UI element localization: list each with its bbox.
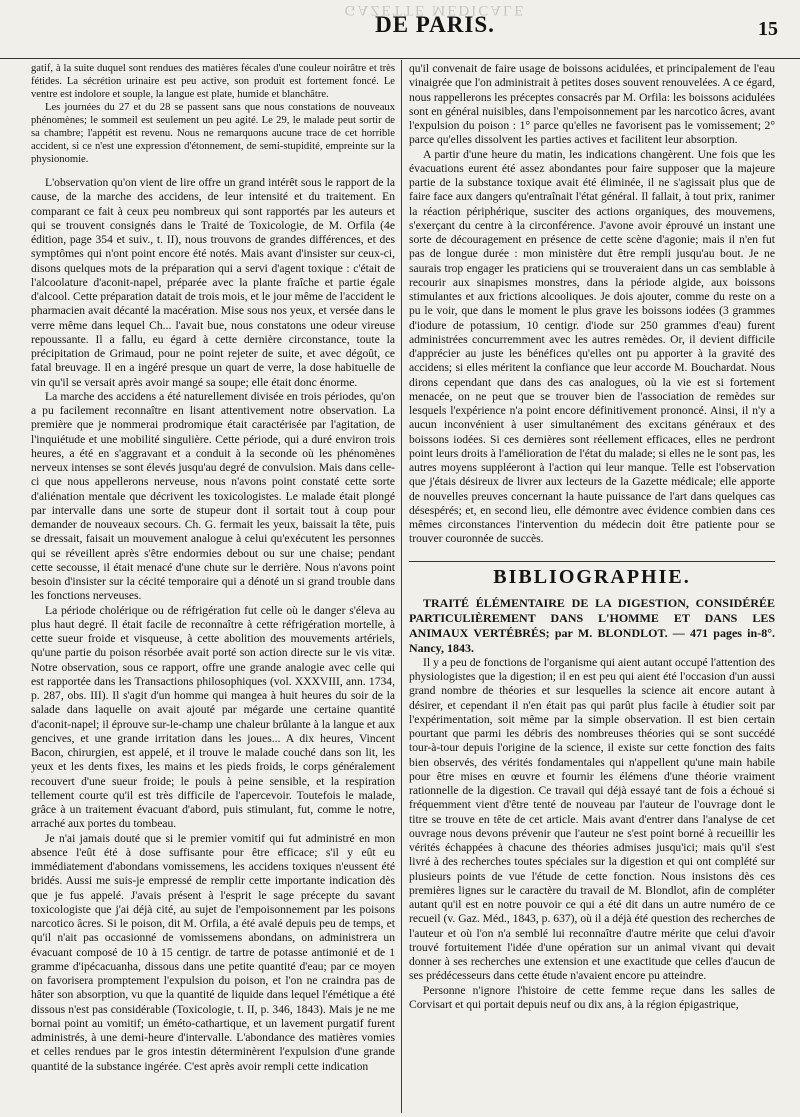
paragraph: Les journées du 27 et du 28 se passent sans que nous constations de nouveaux phénomènes; le sommeil est seulement un peu agité. Le 29, le malade peut sortir de sa chambre; l'appétit est revenu. Nous ne remarquons aucune trace de cet horrible accident, si ce n'est une expression d'étonnement, de semi-stupidité, empreinte sur la physionomie. [31,102,395,165]
page-number: 15 [758,18,778,40]
running-title: DE PARIS. [375,12,495,37]
left-column [31,62,395,1111]
paragraph: Il y a peu de fonctions de l'organisme qui aient autant occupé l'attention des physiologistes que la digestion; il en est peu qui aient été l'occasion d'un aussi grand nombre de théories et sur lesquelles la science ait encore autant à désirer, et cependant il n'en était pas qui parût plus facile à étudier soit par l'expérimentation, soit même par la simple observation. Il est bien certain pourtant que parmi les débris des nombreuses théories qui se sont succédé tour-à-tour depuis l'origine de la science, il existe sur cette fonction des faits bien observés, des vérités fondamentales qui n'appellent qu'une main habile pour être mises en œuvre et fournir les élémens d'une théorie vraiment rationnelle de la digestion. Ce travail qui déjà essayé tant de fois a échoué si fréquemment vient d'être tenté de nouveau par l'auteur de l'ouvrage dont le titre se trouve en tête de cet article. Mais avant d'entrer dans l'analyse de cet ouvrage nous devons prévenir que l'auteur ne s'est point borné à recueillir les vérités échappées à chacune des théories admises jusqu'ici; mais qu'il s'est livré à des recherches toutes spéciales sur la digestion et qui ont complété sur plusieurs points de vue l'étude de cette fonction. Nous insistons dès ces premières lignes sur le caractère du travail de M. Blondlot, afin de compléter autant qu'il est en notre pouvoir ce qui a été dit dans un autre numéro de ce recueil (v. Gaz. Méd., 1843, p. 637), où il a déjà été question des recherches de l'auteur et où l'on n'a semblé lui reconnaître d'autre mérite que celui d'avoir trouvé fortuitement l'idée d'une opération sur un animal vivant qui devait donner à ses recherches une extension et une exactitude que celles d'aucun de ses prédécesseurs dans cette étude n'avaient encore pu atteindre. [409,655,775,983]
paragraph: qu'il convenait de faire usage de boissons acidulées, et principalement de l'eau vinaigrée que l'on administrait à petites doses souvent renouvelées. A ce égard, nous rappellerons les préceptes consacrés par M. Orfila: les boissons acidulées sont en général nuisibles, dans l'empoisonnement par les narcotico âcres, avant l'expulsion du poison : 1° parce qu'elles ne favorisent pas le vomissement; 2° parce qu'elles dissolvent les parties actives et facilitent leur absorption. [409,62,775,147]
paragraph: Personne n'ignore l'histoire de cette femme reçue dans les salles de Corvisart et qui portait depuis neuf ou dix ans, à la région épigastrique, [409,983,775,1011]
right-column [409,62,775,1111]
section-title: BIBLIOGRAPHIE. [493,565,691,588]
paragraph: A partir d'une heure du matin, les indications changèrent. Une fois que les évacuations eurent été assez abondantes pour faire supposer que la majeure partie de la substance toxique avait été éliminée, il ne s'agissait plus que de faire face aux dangers qu'entraînait l'état général. Il fallait, à tout prix, ranimer la réaction périphérique, susciter des actions organiques, des mouvemens, s'exerçant du centre à la circonférence. J'avone avoir éprouvé un instant une sorte de découragement en présence de cette scène d'agonie; mais il n'en fut pas de longue durée : mon ministère dut être rempli jusqu'au bout. Je ne saurais trop engager les praticiens qui se trouveraient dans un cas semblable à recourir aux sinapismes monstres, dans la période algide, aux boissons stimulantes et aux frictions alcooliques. Je dois ajouter, comme du reste on a pu le voir, que dans le moment le plus grave les boissons iodées (3 grammes d'iodure de potassium, 10 centigr. d'iode sur 250 grammes d'eau) furent administrées concurremment avec les autres remèdes. Or, il devient difficile d'apprécier au juste les bénéfices qu'elles ont pu apporter à la gravité des accidens; si elles méritent la confiance que leur accorde M. Bouchardat. Nous dirons cependant que dans des cas analogues, où la vie est si fortement menacée, on ne peut que se trouver bien de l'association de remèdes sur lesquels l'expérience n'a point encore définitivement prononcé. Ainsi, il n'y a aucun inconvénient à user simultanément des excitans généraux et des boissons iodées. Si ces dernières sont réellement efficaces, elles ne perdront point leurs droits à l'amélioration de l'état du malade; si elles ne le sont pas, les autres moyens suppléeront à l'action qui leur manque. Telle est l'observation que j'étais désireux de livrer aux lecteurs de la Gazette médicale; elle apporte de nouvelles preuves concernant la haute puissance de l'art dans quelques cas désespérés; et, en second lieu, elle démontre avec évidence combien dans ces mêmes circonstances l'intervention du médecin doit être patiente pour se trouver couronnée de succès. [409,147,775,546]
paragraph: L'observation qu'on vient de lire offre un grand intérêt sous le rapport de la cause, de la marche des accidens, de leur intensité et du traitement. En comparant ce fait à ceux peu nombreux qui sont rapportés par les auteurs et qui se trouvent consignés dans le Traité de Toxicologie, de M. Orfila (4e édition, page 354 et suiv., t. II), nous trouvons de grandes différences, et des symptômes qui n'ont point encore été notés. Mais avant d'insister sur ceux-ci, disons quelques mots de la préparation qui a servi d'agent toxique : c'était de l'alcoolature d'aconit-napel, préparée avec la plante fraîche et partie égale d'alcool. Cette préparation datait de trois mois, et le jour même de l'accident le pharmacien avait décanté la macération. Mise sous nos yeux, et versée dans le verre même dans lequel Ch... l'avait bue, nous constatons une odeur vireuse repoussante. Il a fallu, eu égard à cette dernière circonstance, toute la précipitation de Grimaud, pour ne point rejeter de suite, et avec dégoût, ce fatal breuvage. Il en a ingéré presque un quart de verre, la dose habituelle de vin qu'il se versait après avoir mangé sa soupe; elle était donc énorme. [31,176,395,389]
section-rule [409,561,775,562]
paragraph: La marche des accidens a été naturellement divisée en trois périodes, qu'on a pu facilement reconnaître en lisant attentivement notre observation. La première que je nommerai prodromique était caractérisée par l'agitation, de l'inquiétude et une mobilité singulière. Cette période, qui a duré environ trois heures, a été en s'aggravant et a conduit à la seconde où les phénomènes nerveux intenses se sont élevés jusqu'au degré de convulsion. Mais dans celle-ci que nous appellerons nerveuse, nous n'avons point constaté cette sorte d'aliénation mentale que décrivent les toxicologistes. Le malade était plongé par intervalle dans une sorte de stupeur dont il sortait tout à coup pour demander de nouveaux secours. Ch. G. fermait les yeux, baissait la tête, puis se dressait, faisait un mouvement analogue à celui qu'exécutent les personnes qui se réveillent après s'être endormies debout ou sur une chaise; pendant cette secousse, il était menacé d'une chute sur le derrière. Nous n'avons point besoin d'insister sur la cécité temporaire qui a dénoté un si grand trouble dans les fonctions nerveuses. [31,389,395,603]
page-header [0,0,800,59]
paragraph: gatif, à la suite duquel sont rendues des matières fécales d'une couleur noirâtre et très fétides. La sécrétion urinaire est peu active, son produit est fortement foncé. Le ventre est indolore et souple, la langue est plate, humide et blanchâtre. [31,63,395,100]
paragraph: La période cholérique ou de réfrigération fut celle où le danger s'éleva au plus haut degré. Il était facile de reconnaître à cette réfrigération mortelle, à cette sueur froide et visqueuse, à cette abolition des mouvements artériels, qu'une partie du poison résorbée avait porté son action directe sur le vis vitæ. Notre observation, sous ce rapport, offre une grande analogie avec celle qui est rapportée dans les Transactions philosophiques (vol. XXXVIII, ann. 1734, p. 287, obs. III). Il s'agit d'un homme qui mangea à huit heures du soir de la salade dans laquelle on avait ajouté par mégarde une certaine quantité d'aconit-napel; il éprouve sur-le-champ une chaleur brûlante à la langue et aux gencives, et une grande irritation dans les joues... A dix heures, Vincent Bacon, chirurgien, est appelé, et il trouve le malade couché dans son lit, les yeux et les dents fixes, les mains et les pieds froids, le corps généralement recouvert d'une sueur froide; le pouls à peine sensible, et la respiration tellement courte qu'il est très difficile de l'apercevoir. Toutefois le malade, grâce à un traitement évacuant d'abord, puis stimulant, fut, comme le notre, arraché aux portes du tombeau. [31,603,395,831]
bleed-through-text: GAZETTE MÉDICALE [344,2,526,18]
spacer [31,166,395,176]
book-reference: TRAITÉ ÉLÉMENTAIRE DE LA DIGESTION, CONSIDÉRÉE PARTICULIÈREMENT DANS L'HOMME ET DANS LES ANIMAUX VERTÉBRÉS; par M. BLONDLOT. — 471 pages in-8°. Nancy, 1843. [409,595,775,655]
column-divider [401,60,402,1113]
paragraph: Je n'ai jamais douté que si le premier vomitif qui fut administré en mon absence l'eût été à dose suffisante pour être efficace; s'il y eût eu immédiatement d'abondans vomissemens, les accidens toxiques n'eussent été bridés. Aussi me suis-je empressé de remplir cette importante indication dès que je fus appelé. J'avais présent à l'esprit le sage précepte du savant toxicologiste que j'ai déjà cité, au sujet de l'empoisonnement par les poisons narcotico âcres. Si le poison, dit M. Orfila, a été avalé depuis peu de temps, et qu'il n'ait pas occasionné de vomissemens abondans, on administrera un évacuant composé de 10 à 15 centigr. de tartre de potasse antimonié et de 1 gramme d'ipécacuanha, dissous dans une petite quantité d'eau; par ce moyen on favorisera promptement l'expulsion du poison, et l'on ne craindra pas de hâter son absorption, vu que la quantité de liquide dans lequel l'émétique a été dissous n'est pas considérable (Toxicologie, t. II, p. 346, 1843). Mais je ne me bornai point au vomitif; un éméto-cathartique, et un lavement purgatif furent administrés, à une demi-heure d'intervalle. L'abondance des matières vomies et celles rendues par le gros intestin déterminèrent l'expulsion d'une grande quantité de la substance ingérée. C'est après avoir rempli cette indication [31,831,395,1073]
